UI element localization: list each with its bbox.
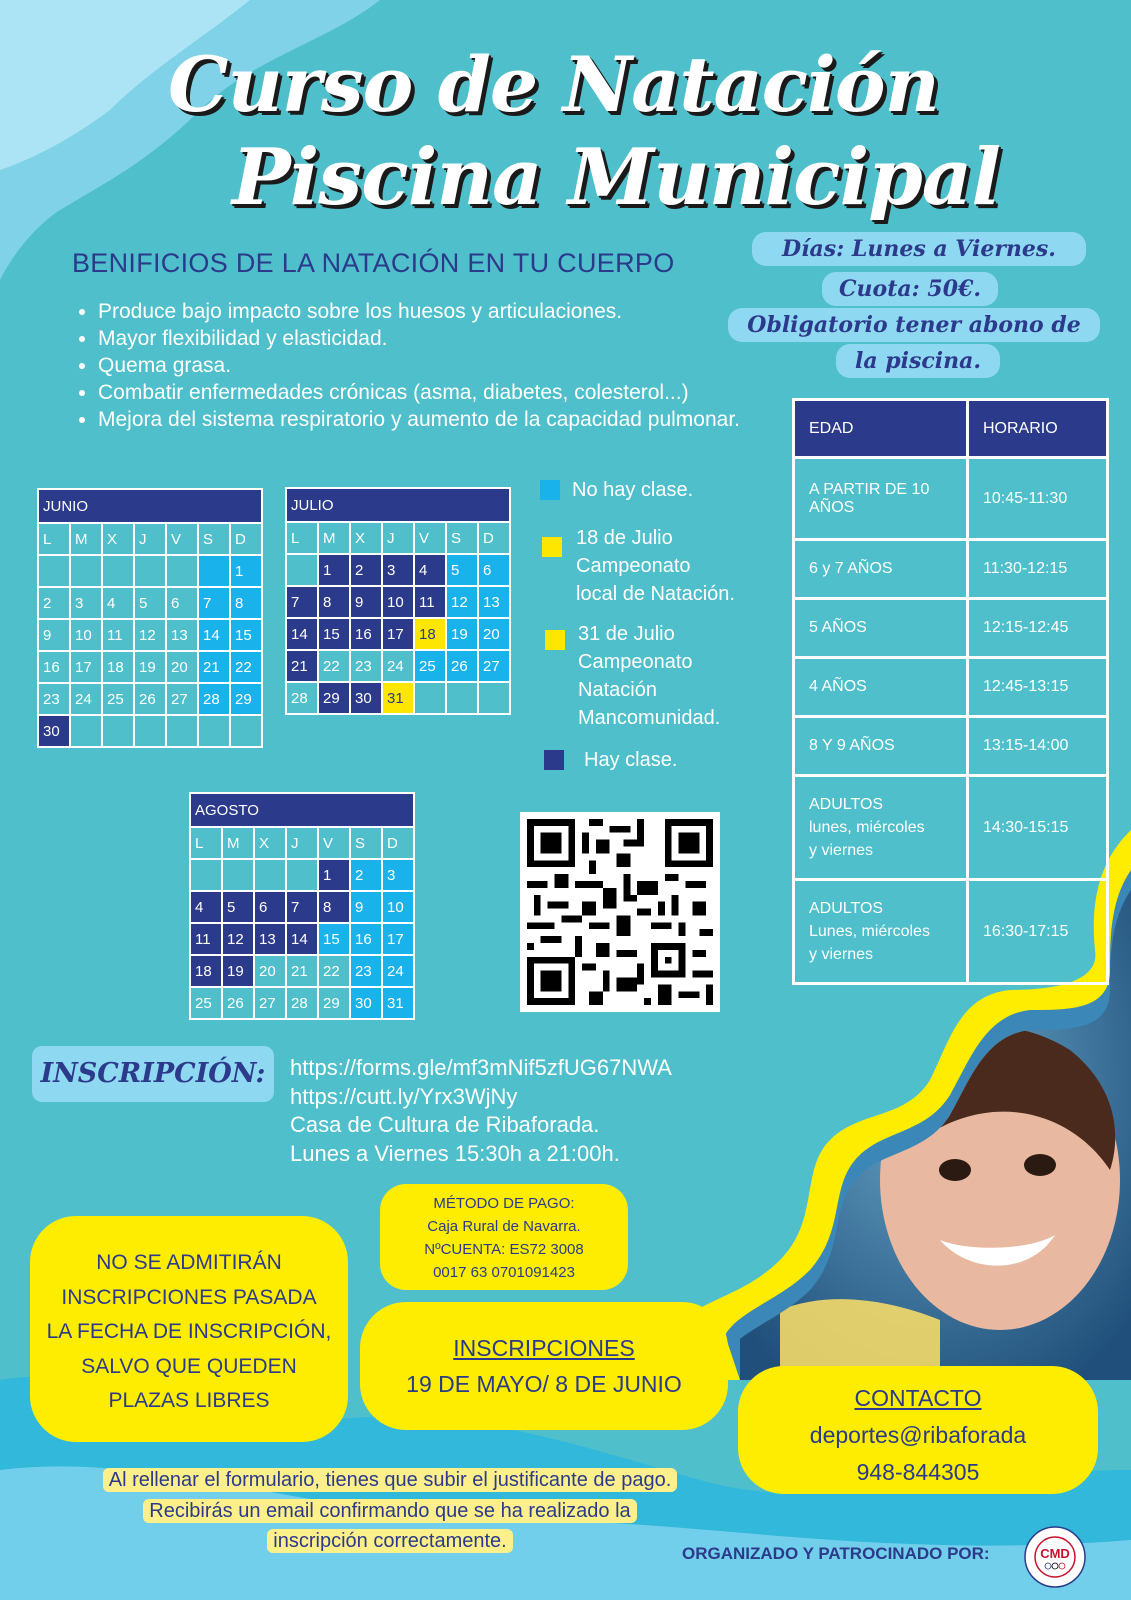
- calendar-day: [70, 715, 102, 747]
- calendar-day: 15: [318, 923, 350, 955]
- calendar-day: 14: [286, 618, 318, 650]
- calendar-day: 20: [254, 955, 286, 987]
- calendar-day: [134, 555, 166, 587]
- benefit-item: • Quema grasa.: [98, 352, 818, 379]
- calendar-day: 15: [318, 618, 350, 650]
- schedule-age: 5 AÑOS: [794, 599, 968, 658]
- legend-swatch-class: [544, 750, 564, 770]
- calendar-day: 7: [286, 586, 318, 618]
- calendar-day: 5: [446, 554, 478, 586]
- inscription-place: Casa de Cultura de Ribaforada.: [290, 1112, 600, 1137]
- calendar-day: 10: [70, 619, 102, 651]
- calendar-day: 30: [350, 682, 382, 714]
- info-note-line2: la piscina.: [836, 344, 1000, 378]
- calendar-day: 17: [382, 923, 414, 955]
- calendar-weekday: S: [350, 827, 382, 859]
- calendar-day: 1: [318, 859, 350, 891]
- calendar-day: 7: [198, 587, 230, 619]
- calendar-day: 15: [230, 619, 262, 651]
- calendar-weekday: M: [318, 522, 350, 554]
- calendar-day: 25: [190, 987, 222, 1019]
- calendar-day: 17: [70, 651, 102, 683]
- schedule-age: 8 Y 9 AÑOS: [794, 717, 968, 776]
- calendar-day: 25: [414, 650, 446, 682]
- calendar-day: [70, 555, 102, 587]
- calendar-day: 27: [166, 683, 198, 715]
- calendar-weekday: V: [414, 522, 446, 554]
- calendar-day: [198, 555, 230, 587]
- contact-title: CONTACTO: [854, 1385, 982, 1411]
- calendar-day: 26: [134, 683, 166, 715]
- info-days: Días: Lunes a Viernes.: [752, 232, 1086, 266]
- calendar-weekday: X: [102, 523, 134, 555]
- calendar-day: [286, 859, 318, 891]
- calendar-day: 12: [222, 923, 254, 955]
- calendar-day: 19: [446, 618, 478, 650]
- legend-swatch-event2: [545, 630, 565, 650]
- calendar-weekday: M: [222, 827, 254, 859]
- calendar-day: 2: [38, 587, 70, 619]
- calendar-day: 20: [478, 618, 510, 650]
- schedule-row: [794, 658, 1108, 717]
- calendar-weekday: V: [166, 523, 198, 555]
- calendar-day: 14: [198, 619, 230, 651]
- schedule-age: 6 y 7 AÑOS: [794, 540, 968, 599]
- qr-code[interactable]: [520, 812, 720, 1012]
- legend-event1: 18 de Julio Campeonato local de Natación.: [576, 527, 735, 605]
- legend-event2: 31 de Julio Campeonato Natación Mancomunidad.: [578, 623, 721, 729]
- calendar-day: 22: [318, 955, 350, 987]
- calendar-day: 1: [318, 554, 350, 586]
- schedule-table: [792, 398, 1109, 985]
- calendar-day: 11: [102, 619, 134, 651]
- calendar-day: 8: [318, 891, 350, 923]
- calendar-day: 6: [254, 891, 286, 923]
- calendar-day: 25: [102, 683, 134, 715]
- calendar-day: 21: [286, 955, 318, 987]
- calendar-day: 12: [134, 619, 166, 651]
- logo-text: CMD: [1040, 1546, 1070, 1561]
- calendar-day: 28: [286, 987, 318, 1019]
- calendar-day: 30: [350, 987, 382, 1019]
- calendar-weekday: D: [230, 523, 262, 555]
- calendar-day: 8: [318, 586, 350, 618]
- calendar-day: [222, 859, 254, 891]
- payment-method-box: MÉTODO DE PAGO: Caja Rural de Navarra. NºCUENTA: ES72 3008 0017 63 0701091423: [380, 1184, 628, 1290]
- inscription-dates-title: INSCRIPCIONES: [453, 1335, 635, 1361]
- schedule-header-row: [794, 400, 1108, 458]
- schedule-time: 13:15-14:00: [968, 717, 1108, 776]
- calendar-day: 9: [350, 891, 382, 923]
- calendar-day: 18: [190, 955, 222, 987]
- calendar-day: 28: [198, 683, 230, 715]
- calendar-day: [230, 715, 262, 747]
- calendar-day: 22: [318, 650, 350, 682]
- calendar-day: 1: [230, 555, 262, 587]
- calendar-weekday: S: [446, 522, 478, 554]
- calendar-day: 23: [350, 955, 382, 987]
- schedule-time: 12:45-13:15: [968, 658, 1108, 717]
- calendar-day: [166, 555, 198, 587]
- calendar-day: 10: [382, 891, 414, 923]
- calendar-day: 4: [102, 587, 134, 619]
- calendar-day: 26: [446, 650, 478, 682]
- calendar-day: 24: [382, 650, 414, 682]
- calendar-day: [286, 554, 318, 586]
- calendar-day: 3: [382, 859, 414, 891]
- calendar-day: 29: [230, 683, 262, 715]
- inscription-details: [290, 1054, 672, 1168]
- calendar-day: 31: [382, 682, 414, 714]
- schedule-time: 11:30-12:15: [968, 540, 1108, 599]
- calendar-weekday: J: [382, 522, 414, 554]
- calendar-day: [478, 682, 510, 714]
- calendar-day: 21: [286, 650, 318, 682]
- calendar-weekday: D: [478, 522, 510, 554]
- calendar-day: [38, 555, 70, 587]
- schedule-time: 10:45-11:30: [968, 458, 1108, 540]
- calendar-day: 17: [382, 618, 414, 650]
- calendar-day: 20: [166, 651, 198, 683]
- calendar-weekday: J: [134, 523, 166, 555]
- calendar-day: 30: [38, 715, 70, 747]
- inscription-label: INSCRIPCIÓN:: [32, 1046, 274, 1102]
- schedule-row: [794, 717, 1108, 776]
- schedule-row: [794, 776, 1108, 880]
- info-fee: Cuota: 50€.: [822, 272, 998, 306]
- calendar-day: 13: [166, 619, 198, 651]
- calendar-day: 2: [350, 554, 382, 586]
- calendar-day: 27: [478, 650, 510, 682]
- organizer-label: ORGANIZADO Y PATROCINADO POR:: [682, 1544, 990, 1563]
- contact-box: [738, 1366, 1098, 1494]
- calendar-day: 5: [222, 891, 254, 923]
- calendar-month-name: JULIO: [286, 488, 510, 522]
- calendar-weekday: L: [286, 522, 318, 554]
- legend-swatch-no-class: [540, 480, 560, 500]
- calendar-july: [285, 487, 511, 715]
- schedule-header-age: EDAD: [794, 400, 968, 458]
- schedule-age: ADULTOS lunes, miércoles y viernes: [794, 776, 968, 880]
- calendar-day: [166, 715, 198, 747]
- calendar-day: 27: [254, 987, 286, 1019]
- calendar-day: 21: [198, 651, 230, 683]
- calendar-day: 3: [70, 587, 102, 619]
- calendar-weekday: X: [350, 522, 382, 554]
- schedule-age: A PARTIR DE 10 AÑOS: [794, 458, 968, 540]
- calendar-day: 6: [478, 554, 510, 586]
- inscription-dates-box: [360, 1302, 728, 1430]
- schedule-row: [794, 458, 1108, 540]
- calendar-day: [446, 682, 478, 714]
- calendar-weekday: L: [38, 523, 70, 555]
- calendar-day: 16: [38, 651, 70, 683]
- calendar-day: 4: [190, 891, 222, 923]
- calendar-august: [189, 792, 415, 1020]
- title-line-2: Piscina Municipal: [232, 132, 1000, 223]
- calendar-day: 11: [414, 586, 446, 618]
- calendar-day: [254, 859, 286, 891]
- calendar-day: 16: [350, 618, 382, 650]
- schedule-age: ADULTOS Lunes, miércoles y viernes: [794, 880, 968, 984]
- calendar-day: 29: [318, 682, 350, 714]
- calendar-day: 24: [70, 683, 102, 715]
- inscription-hours: Lunes a Viernes 15:30h a 21:00h.: [290, 1140, 620, 1166]
- calendar-day: 29: [318, 987, 350, 1019]
- inscription-short-link[interactable]: https://cutt.ly/Yrx3WjNy: [290, 1083, 518, 1109]
- calendar-day: 9: [38, 619, 70, 651]
- calendar-day: [414, 682, 446, 714]
- calendar-weekday: L: [190, 827, 222, 859]
- schedule-age: 4 AÑOS: [794, 658, 968, 717]
- cmd-logo: [1024, 1526, 1086, 1588]
- calendar-weekday: J: [286, 827, 318, 859]
- calendar-day: 16: [350, 923, 382, 955]
- calendar-day: 28: [286, 682, 318, 714]
- legend-class: Hay clase.: [584, 749, 678, 771]
- calendar-day: [102, 555, 134, 587]
- schedule-row: [794, 880, 1108, 984]
- legend-swatch-event1: [542, 537, 562, 557]
- contact-phone[interactable]: 948-844305: [856, 1459, 980, 1485]
- calendar-day: 10: [382, 586, 414, 618]
- calendar-day: 19: [222, 955, 254, 987]
- calendar-month-name: JUNIO: [38, 489, 262, 523]
- calendar-day: 18: [102, 651, 134, 683]
- benefit-item: • Combatir enfermedades crónicas (asma, diabetes, colesterol...): [98, 379, 818, 406]
- calendar-day: 2: [350, 859, 382, 891]
- calendar-day: 4: [414, 554, 446, 586]
- inscription-form-link[interactable]: https://forms.gle/mf3mNif5zfUG67NWA: [290, 1055, 672, 1080]
- calendar-day: 18: [414, 618, 446, 650]
- contact-email[interactable]: deportes@ribaforada: [809, 1422, 1027, 1448]
- calendar-weekday: X: [254, 827, 286, 859]
- calendar-day: 6: [166, 587, 198, 619]
- calendar-day: 23: [350, 650, 382, 682]
- benefit-item: • Mejora del sistema respiratorio y aumento de la capacidad pulmonar.: [98, 406, 818, 433]
- benefits-list: [72, 298, 818, 433]
- calendar-day: [102, 715, 134, 747]
- calendar-weekday: M: [70, 523, 102, 555]
- title-line-1: Curso de Natación: [168, 40, 939, 129]
- calendar-day: 7: [286, 891, 318, 923]
- calendar-weekday: S: [198, 523, 230, 555]
- calendar-day: [198, 715, 230, 747]
- calendar-june: [37, 488, 263, 748]
- calendar-weekday: V: [318, 827, 350, 859]
- calendar-day: 13: [254, 923, 286, 955]
- calendar-day: 14: [286, 923, 318, 955]
- calendar-day: [190, 859, 222, 891]
- calendar-day: 3: [382, 554, 414, 586]
- benefits-heading: BENIFICIOS DE LA NATACIÓN EN TU CUERPO: [72, 248, 675, 278]
- benefit-item: • Produce bajo impacto sobre los huesos y articulaciones.: [98, 298, 818, 325]
- legend-no-class: No hay clase.: [572, 479, 694, 501]
- schedule-header-time: HORARIO: [968, 400, 1108, 458]
- schedule-time: 12:15-12:45: [968, 599, 1108, 658]
- calendar-day: 23: [38, 683, 70, 715]
- schedule-time: 16:30-17:15: [968, 880, 1108, 984]
- calendar-day: 8: [230, 587, 262, 619]
- calendar-day: 9: [350, 586, 382, 618]
- footer-note: Al rellenar el formulario, tienes que subir el justificante de pago. Recibirás un email confirmando que se ha realizado la inscripción correctamente.: [44, 1465, 736, 1557]
- no-admission-notice: NO SE ADMITIRÁN INSCRIPCIONES PASADA LA FECHA DE INSCRIPCIÓN, SALVO QUE QUEDEN PLAZAS LIBRES: [30, 1216, 348, 1442]
- calendar-day: 26: [222, 987, 254, 1019]
- calendar-weekday: D: [382, 827, 414, 859]
- benefit-item: • Mayor flexibilidad y elasticidad.: [98, 325, 818, 352]
- schedule-row: [794, 540, 1108, 599]
- calendar-day: 24: [382, 955, 414, 987]
- calendar-day: 11: [190, 923, 222, 955]
- calendar-day: 13: [478, 586, 510, 618]
- calendar-day: 5: [134, 587, 166, 619]
- info-note-line1: Obligatorio tener abono de: [728, 308, 1100, 342]
- calendar-day: 22: [230, 651, 262, 683]
- schedule-time: 14:30-15:15: [968, 776, 1108, 880]
- calendar-day: 19: [134, 651, 166, 683]
- calendar-day: 31: [382, 987, 414, 1019]
- calendar-month-name: AGOSTO: [190, 793, 414, 827]
- inscription-dates: 19 DE MAYO/ 8 DE JUNIO: [406, 1371, 682, 1397]
- calendar-day: [134, 715, 166, 747]
- schedule-row: [794, 599, 1108, 658]
- calendar-day: 12: [446, 586, 478, 618]
